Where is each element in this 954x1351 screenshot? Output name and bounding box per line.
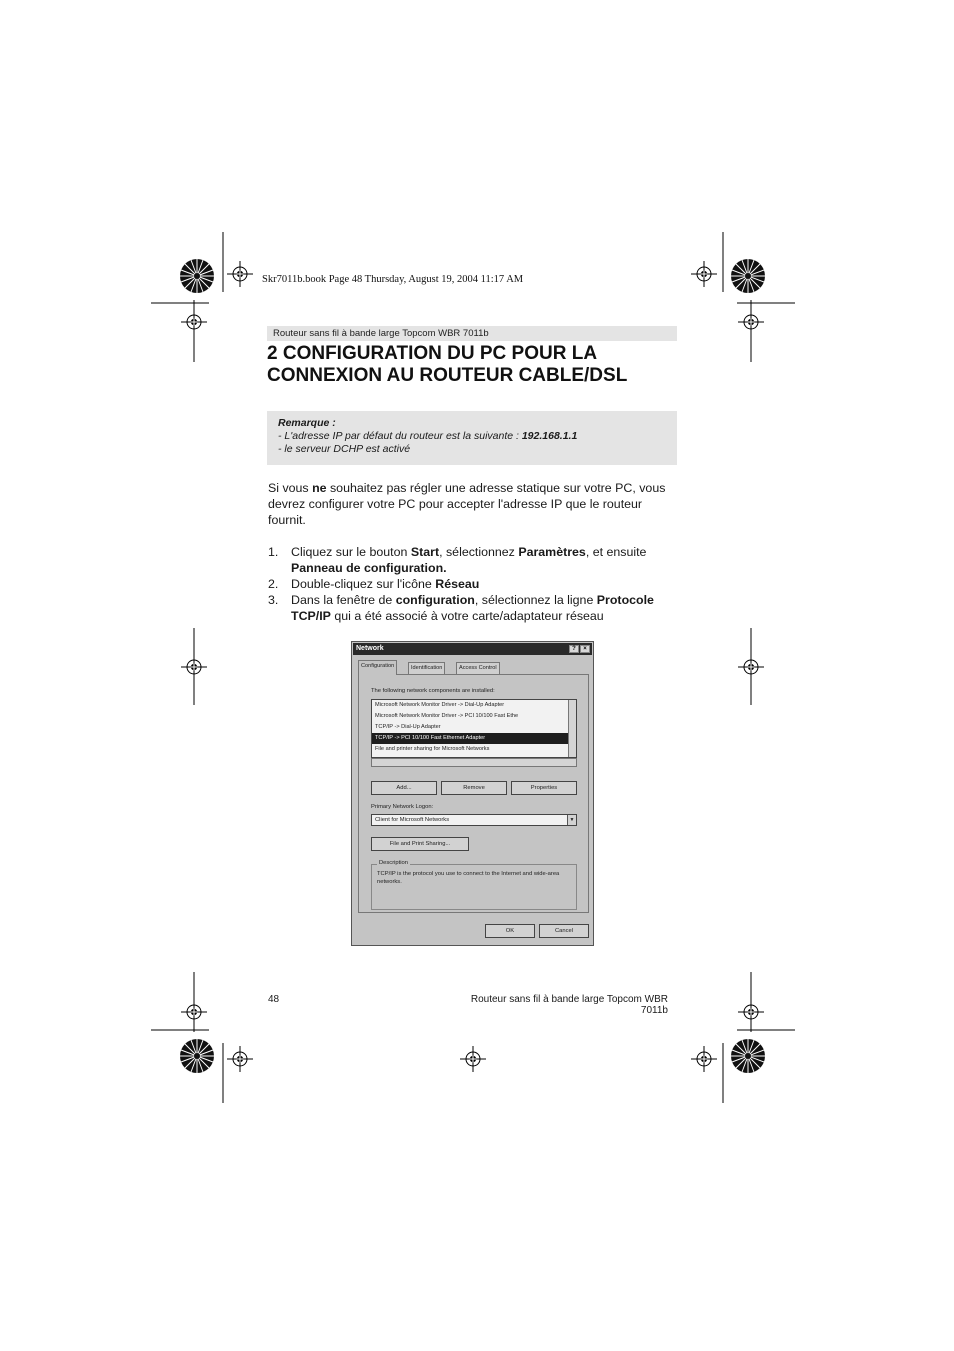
description-text: TCP/IP is the protocol you use to connect to the Internet and wide-area networks.	[377, 871, 560, 885]
configuration-panel	[358, 674, 589, 913]
chapter-title-line1: 2 CONFIGURATION DU PC POUR LA	[267, 343, 598, 364]
remove-button[interactable]: Remove	[441, 781, 507, 795]
note-line-1: - L'adresse IP par défaut du routeur est la suivante : 192.168.1.1	[278, 430, 578, 442]
default-ip: 192.168.1.1	[521, 430, 578, 442]
chapter-title-line2: CONNEXION AU ROUTEUR CABLE/DSL	[267, 365, 628, 386]
logon-label: Primary Network Logon:	[371, 804, 434, 810]
network-dialog	[351, 641, 594, 946]
note-line-2: - le serveur DCHP est activé	[278, 443, 411, 455]
dialog-title: Network	[356, 645, 384, 652]
chapter-title	[267, 343, 697, 387]
dialog-titlebar	[353, 643, 592, 655]
tab-identification[interactable]: Identification	[408, 662, 445, 674]
intro-paragraph: Si vous ne souhaitez pas régler une adresse statique sur votre PC, vous devrez configurer votre PC pour accepter l'adresse IP que le routeur fournit.	[268, 481, 666, 527]
ok-button[interactable]: OK	[485, 924, 535, 938]
list-item: 2. Double-cliquez sur l'icône Réseau	[268, 577, 480, 591]
running-header: Routeur sans fil à bande large Topcom WBR 7011b	[267, 326, 677, 341]
chevron-down-icon[interactable]: ▼	[567, 815, 576, 825]
list-item[interactable]: Microsoft Network Monitor Driver -> Dial-Up Adapter	[375, 702, 505, 708]
list-item[interactable]: File and printer sharing for Microsoft Networks	[375, 746, 490, 752]
components-list[interactable]	[371, 699, 577, 758]
note-heading: Remarque :	[278, 417, 336, 429]
logon-value: Client for Microsoft Networks	[375, 817, 450, 823]
tab-configuration[interactable]: Configuration	[358, 660, 397, 675]
list-item: 1. Cliquez sur le bouton Start, sélectionnez Paramètres, et ensuite Panneau de configuration.	[268, 545, 647, 575]
help-button[interactable]: ?	[569, 645, 579, 653]
print-slug: Skr7011b.book Page 48 Thursday, August 19, 2004 11:17 AM	[262, 274, 524, 285]
list-item-selected[interactable]: TCP/IP -> PCI 10/100 Fast Ethernet Adapter	[372, 733, 576, 744]
steps-list	[268, 544, 680, 624]
add-button[interactable]: Add...	[371, 781, 437, 795]
vertical-scrollbar[interactable]	[568, 700, 576, 757]
description-title: Description	[379, 860, 408, 866]
components-label: The following network components are installed:	[371, 688, 495, 694]
close-button[interactable]: ×	[580, 645, 590, 653]
cancel-button[interactable]: Cancel	[539, 924, 589, 938]
page-number: 48	[268, 994, 280, 1005]
list-item[interactable]: TCP/IP -> Dial-Up Adapter	[375, 724, 441, 730]
properties-button[interactable]: Properties	[511, 781, 577, 795]
horizontal-scrollbar[interactable]	[371, 758, 577, 767]
tab-access-control[interactable]: Access Control	[456, 662, 500, 674]
list-item: 3. Dans la fenêtre de configuration, sélectionnez la ligne Protocole TCP/IP qui a été associé à votre carte/adaptateur réseau	[268, 593, 654, 623]
note-box	[267, 411, 677, 465]
footer-title: Routeur sans fil à bande large Topcom WBR 7011b	[470, 994, 668, 1016]
description-group	[371, 860, 577, 910]
file-print-sharing-button[interactable]: File and Print Sharing...	[371, 837, 469, 851]
list-item[interactable]: Microsoft Network Monitor Driver -> PCI 10/100 Fast Ethe	[375, 713, 519, 719]
logon-select[interactable]	[371, 814, 577, 826]
